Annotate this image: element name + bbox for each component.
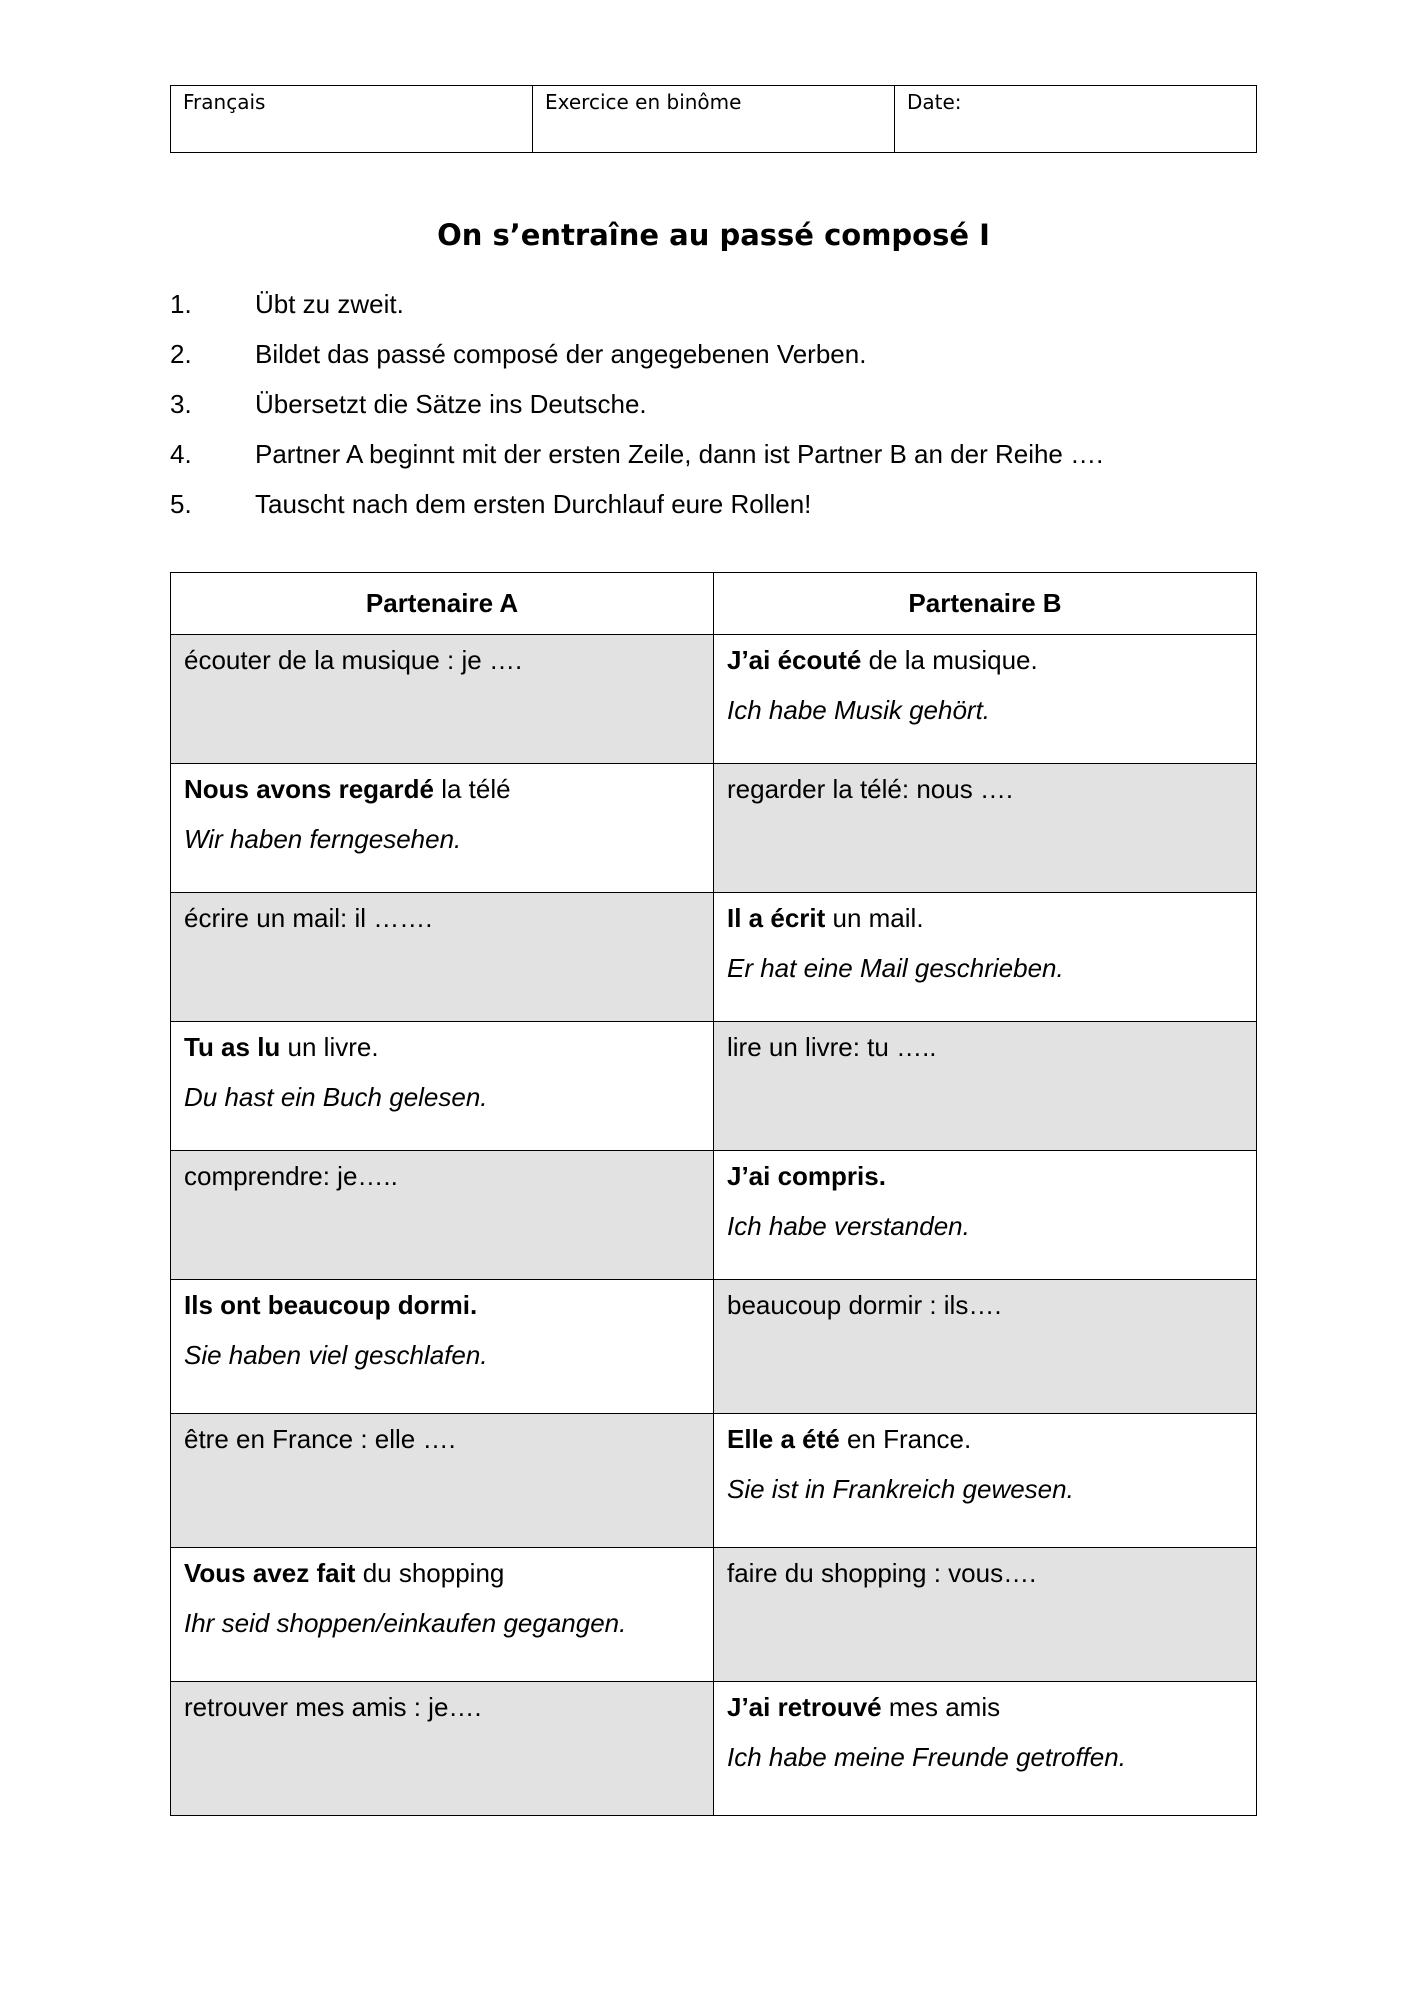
verb-prompt: être en France : elle ….	[184, 1424, 456, 1454]
verb-prompt: écrire un mail: il …….	[184, 903, 433, 933]
verb-prompt: faire du shopping : vous….	[727, 1558, 1037, 1588]
partner-b-cell	[714, 1022, 1257, 1151]
translation: Er hat eine Mail geschrieben.	[727, 953, 1064, 983]
translation: Sie ist in Frankreich gewesen.	[727, 1474, 1074, 1504]
partner-a-cell	[171, 1280, 714, 1414]
header-subject: Français	[171, 86, 533, 153]
partner-b-cell	[714, 1280, 1257, 1414]
exercise-table	[170, 572, 1257, 1816]
answer-verb: Ils ont beaucoup dormi.	[184, 1290, 478, 1320]
answer-rest: un mail.	[825, 903, 924, 933]
partner-b-cell	[714, 764, 1257, 893]
instruction-text: Bildet das passé composé der angegebenen Verben.	[255, 339, 867, 369]
partner-b-cell	[714, 1548, 1257, 1682]
table-row	[171, 1151, 1257, 1280]
instruction-item	[170, 337, 1103, 387]
translation: Wir haben ferngesehen.	[184, 824, 462, 854]
partner-a-cell	[171, 1022, 714, 1151]
instruction-item	[170, 437, 1103, 487]
answer-sentence	[727, 643, 1243, 677]
instruction-number: 1.	[170, 289, 192, 319]
instruction-item	[170, 287, 1103, 337]
partner-a-cell	[171, 1414, 714, 1548]
answer-sentence	[184, 1556, 700, 1590]
answer-rest: en France.	[839, 1424, 972, 1454]
answer-verb: Nous avons regardé	[184, 774, 434, 804]
partner-b-cell	[714, 893, 1257, 1022]
table-row	[171, 635, 1257, 764]
partner-b-cell	[714, 1414, 1257, 1548]
verb-prompt: beaucoup dormir : ils….	[727, 1290, 1002, 1320]
answer-sentence	[727, 901, 1243, 935]
answer-verb: Elle a été	[727, 1424, 840, 1454]
instruction-number: 5.	[170, 489, 192, 519]
instruction-number: 3.	[170, 389, 192, 419]
answer-verb: J’ai écouté	[727, 645, 862, 675]
answer-verb: J’ai retrouvé	[727, 1692, 882, 1722]
partner-a-cell	[171, 1682, 714, 1816]
column-header-partner-a: Partenaire A	[171, 573, 714, 635]
verb-prompt: comprendre: je…..	[184, 1161, 398, 1191]
partner-a-cell	[171, 764, 714, 893]
answer-verb: Vous avez fait	[184, 1558, 356, 1588]
verb-prompt: regarder la télé: nous ….	[727, 774, 1014, 804]
table-row	[171, 764, 1257, 893]
partner-b-cell	[714, 635, 1257, 764]
verb-prompt: écouter de la musique : je ….	[184, 645, 523, 675]
table-row	[171, 1548, 1257, 1682]
partner-a-cell	[171, 1151, 714, 1280]
header-date: Date:	[895, 86, 1257, 153]
verb-prompt: retrouver mes amis : je….	[184, 1692, 482, 1722]
partner-b-cell	[714, 1151, 1257, 1280]
answer-rest: du shopping	[355, 1558, 505, 1588]
verb-prompt: lire un livre: tu …..	[727, 1032, 937, 1062]
instruction-text: Übt zu zweit.	[255, 289, 404, 319]
answer-sentence	[184, 772, 700, 806]
answer-sentence	[727, 1159, 1243, 1193]
table-row	[171, 1682, 1257, 1816]
translation: Sie haben viel geschlafen.	[184, 1340, 488, 1370]
answer-sentence	[184, 1288, 700, 1322]
translation: Du hast ein Buch gelesen.	[184, 1082, 488, 1112]
header-table	[170, 85, 1257, 153]
answer-verb: J’ai compris.	[727, 1161, 886, 1191]
answer-sentence	[727, 1690, 1243, 1724]
instruction-number: 4.	[170, 439, 192, 469]
translation: Ihr seid shoppen/einkaufen gegangen.	[184, 1608, 627, 1638]
answer-rest: mes amis	[881, 1692, 1001, 1722]
answer-rest: un livre.	[280, 1032, 379, 1062]
instruction-text: Übersetzt die Sätze ins Deutsche.	[255, 389, 647, 419]
instruction-number: 2.	[170, 339, 192, 369]
answer-verb: Il a écrit	[727, 903, 826, 933]
answer-sentence	[184, 1030, 700, 1064]
translation: Ich habe verstanden.	[727, 1211, 970, 1241]
column-header-partner-b: Partenaire B	[714, 573, 1257, 635]
answer-rest: de la musique.	[861, 645, 1038, 675]
instruction-list	[170, 287, 1103, 537]
partner-a-cell	[171, 893, 714, 1022]
instruction-item	[170, 487, 1103, 537]
partner-a-cell	[171, 1548, 714, 1682]
partner-b-cell	[714, 1682, 1257, 1816]
table-row	[171, 1280, 1257, 1414]
page-title: On s’entraîne au passé composé I	[437, 218, 990, 252]
answer-rest: la télé	[433, 774, 511, 804]
answer-verb: Tu as lu	[184, 1032, 281, 1062]
instruction-item	[170, 387, 1103, 437]
table-row	[171, 893, 1257, 1022]
partner-a-cell	[171, 635, 714, 764]
table-row	[171, 1414, 1257, 1548]
instruction-text: Partner A beginnt mit der ersten Zeile, dann ist Partner B an der Reihe ….	[255, 439, 1104, 469]
translation: Ich habe Musik gehört.	[727, 695, 991, 725]
translation: Ich habe meine Freunde getroffen.	[727, 1742, 1126, 1772]
table-row	[171, 1022, 1257, 1151]
instruction-text: Tauscht nach dem ersten Durchlauf eure Rollen!	[255, 489, 812, 519]
header-exercise-type: Exercice en binôme	[533, 86, 895, 153]
answer-sentence	[727, 1422, 1243, 1456]
